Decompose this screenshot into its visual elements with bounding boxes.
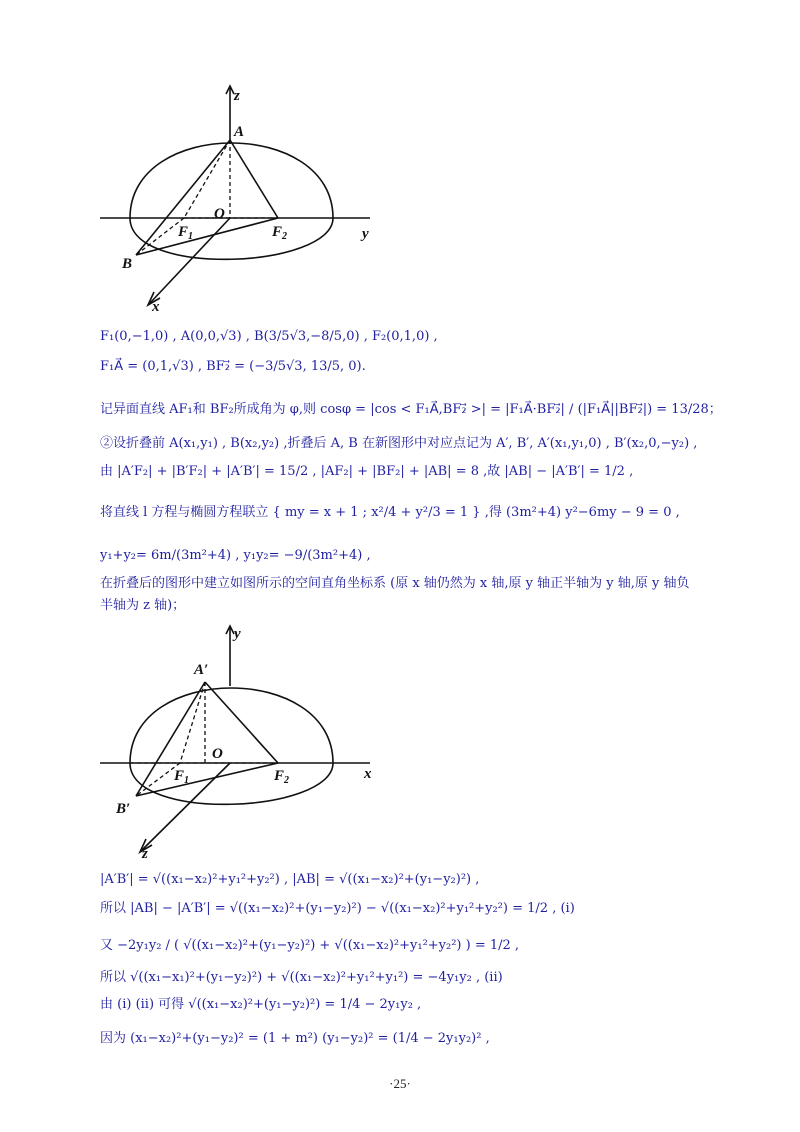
text-line-6: 将直线 l 方程与椭圆方程联立 { my = x + 1 ; x²/4 + y²/3 = 1 } ,得 (3m²+4) y²−6my − 9 = 0 , (100, 505, 680, 520)
point-label-f1: $F_1$ (178, 224, 194, 242)
figure-1-3d-fold (90, 78, 390, 313)
point-label-o: O (214, 206, 225, 222)
point-label-f1: $F_1$ (174, 768, 190, 786)
point-label-a-prime: A′ (194, 662, 209, 678)
point-label-f2: $F_2$ (274, 768, 290, 786)
text-line-7: y₁+y₂= 6m/(3m²+4) , y₁y₂= −9/(3m²+4) , (100, 548, 371, 563)
text-line-3: 记异面直线 AF₁和 BF₂所成角为 φ,则 cosφ = |cos < F₁A⃗,BF₂⃗ >| = |F₁A⃗·BF₂⃗| / (|F₁A⃗||BF₂⃗|) = 13/28； (100, 402, 722, 417)
axis-label-x: x (364, 766, 372, 782)
text-line-14: 由 (i) (ii) 可得 √((x₁−x₂)²+(y₁−y₂)²) = 1/4 − 2y₁y₂ , (100, 997, 422, 1012)
axis-label-z: z (234, 88, 240, 104)
upper-half-ellipse (130, 143, 333, 218)
point-label-a: A (234, 124, 245, 140)
point-label-b-prime: B′ (116, 801, 131, 817)
point-label-b: B (122, 256, 133, 272)
axis-label-y: y (234, 626, 241, 642)
lower-half-ellipse (130, 763, 333, 804)
point-label-o: O (212, 746, 223, 762)
text-line-13: 所以 √((x₁−x₁)²+(y₁−y₂)²) + √((x₁−x₂)²+y₁²+y₁²) = −4y₁y₂ , (ii) (100, 970, 503, 985)
text-line-9: 半轴为 z 轴)； (100, 598, 186, 613)
text-line-15: 因为 (x₁−x₂)²+(y₁−y₂)² = (1 + m²) (y₁−y₂)² = (1/4 − 2y₁y₂)² , (100, 1031, 490, 1046)
axis-label-y: y (362, 226, 369, 242)
text-line-8: 在折叠后的图形中建立如图所示的空间直角坐标系 (原 x 轴仍然为 x 轴,原 y 轴正半轴为 y 轴,原 y 轴负 (100, 576, 690, 591)
upper-half-ellipse (130, 688, 333, 763)
text-line-4: ②设折叠前 A(x₁,y₁) , B(x₂,y₂) ,折叠后 A, B 在新图形中对应点记为 A′, B′, A′(x₁,y₁,0) , B′(x₂,0,−y₂) , (100, 436, 698, 451)
figure-2-3d-fold (90, 618, 390, 858)
point-label-f2: $F_2$ (272, 224, 288, 242)
page-number: ·25· (389, 1076, 411, 1091)
axis-label-x: x (152, 299, 160, 313)
text-line-11: 所以 |AB| − |A′B′| = √((x₁−x₂)²+(y₁−y₂)²) − √((x₁−x₂)²+y₁²+y₂²) = 1/2 , (i) (100, 901, 575, 916)
text-line-2: F₁A⃗ = (0,1,√3) , BF₂⃗ = (−3/5√3, 13/5, 0). (100, 359, 366, 374)
text-line-5: 由 |A′F₂| + |B′F₂| + |A′B′| = 15/2 , |AF₂| + |BF₂| + |AB| = 8 ,故 |AB| − |A′B′| = 1/2 , (100, 464, 634, 479)
text-line-12: 又 −2y₁y₂ / ( √((x₁−x₂)²+(y₁−y₂)²) + √((x₁−x₂)²+y₁²+y₂²) ) = 1/2 , (100, 938, 520, 953)
axis-label-z: z (142, 846, 148, 858)
text-line-1: F₁(0,−1,0) , A(0,0,√3) , B(3/5√3,−8/5,0) , F₂(0,1,0) , (100, 329, 438, 344)
text-line-10: |A′B′| = √((x₁−x₂)²+y₁²+y₂²) , |AB| = √((x₁−x₂)²+(y₁−y₂)²) , (100, 872, 480, 887)
